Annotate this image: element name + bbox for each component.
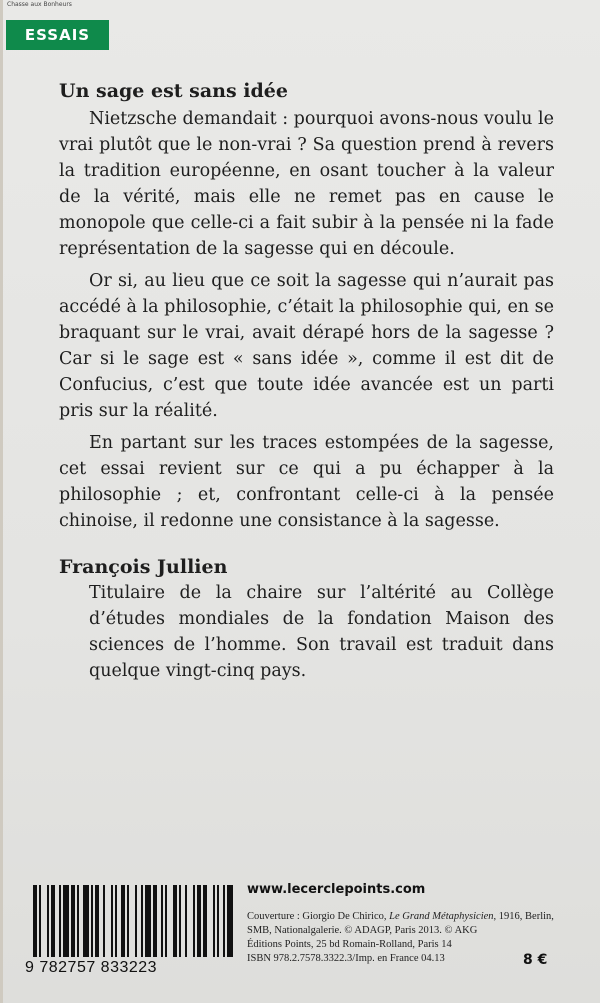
publisher-address: Éditions Points, 25 bd Romain-Rolland, Paris 14: [247, 939, 452, 950]
barcode-icon: [33, 885, 237, 957]
cover-credit: [247, 910, 567, 938]
blurb-paragraph-1: Nietzsche demandait : pourquoi avons-nous voulu le vrai plutôt que le non-vrai ? Sa question prend à revers la tradition européenne, en osant toucher à la valeur de la vérité, mais elle ne remet pas en cause le monopole que celle-ci a fait subir à la pensée ni la fade représentation de la sagesse qui en découle.: [59, 109, 554, 259]
colophon: [247, 910, 567, 966]
cover-credit-suffix: , 1916, Berlin, SMB, Nationalgalerie. © ADAGP, Paris 2013. © AKG: [247, 911, 554, 936]
watermark-text: Chasse aux Bonheurs: [7, 1, 72, 8]
cover-work-title: Le Grand Métaphysicien: [389, 911, 494, 922]
blurb-paragraph-3: En partant sur les traces estompées de la sagesse, cet essai revient sur ce qui a pu échapper à la philosophie ; et, confrontant celle-ci à la pensée chinoise, il redonne une consistance à la sagesse.: [59, 433, 554, 531]
cover-credit-prefix: Couverture : Giorgio De Chirico,: [247, 911, 390, 922]
author-name: François Jullien: [59, 556, 228, 578]
series-tag: ESSAIS: [6, 20, 109, 50]
barcode-digits: 9 782757 833223: [25, 959, 158, 976]
isbn-line: ISBN 978.2.7578.3322.3/Imp. en France 04.13: [247, 953, 445, 964]
book-title: Un sage est sans idée: [59, 80, 288, 102]
barcode: [25, 885, 243, 981]
blurb: [59, 80, 554, 684]
publisher-website: www.lecerclepoints.com: [247, 882, 426, 897]
price: 8 €: [523, 952, 548, 968]
author-bio: Titulaire de la chaire sur l’altérité au Collège d’études mondiales de la fondation Maison des sciences de l’homme. Son travail est traduit dans quelque vingt-cinq pays.: [89, 583, 554, 681]
blurb-paragraph-2: Or si, au lieu que ce soit la sagesse qui n’aurait pas accédé à la philosophie, c’était la philosophie qui, en se braquant sur le vrai, avait dérapé hors de la sagesse ? Car si le sage est « sans idée », comme il est dit de Confucius, c’est que toute idée avancée est un parti pris sur la réalité.: [59, 271, 554, 421]
